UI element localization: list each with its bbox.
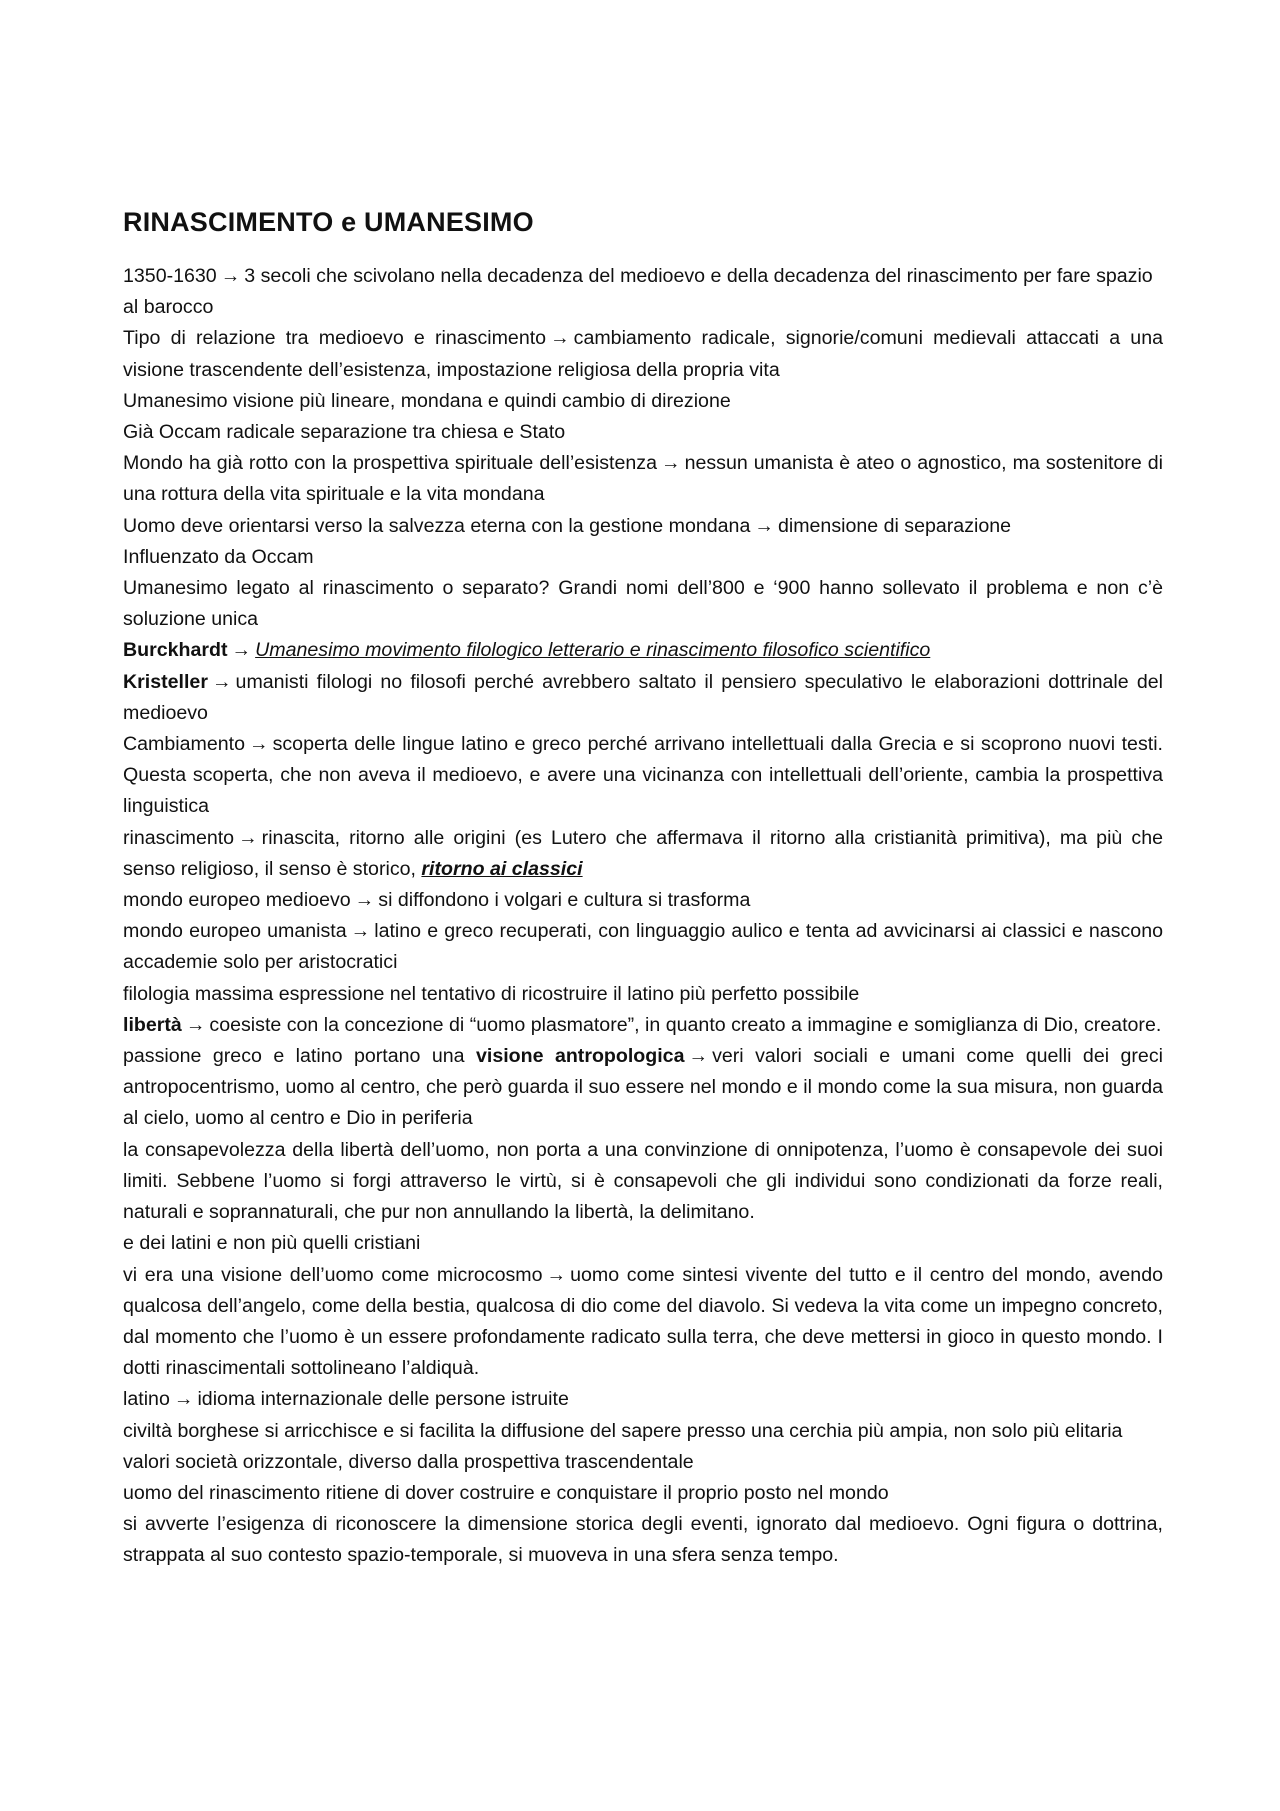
paragraph-occam: Già Occam radicale separazione tra chiesa e Stato xyxy=(123,421,566,444)
paragraph-rinascimento xyxy=(123,823,1163,885)
name-kristeller: Kristeller xyxy=(123,670,208,693)
emphasis-text: ritorno ai classici xyxy=(421,857,583,880)
text: cambiamento radicale, signorie/comuni medievali attaccati a una visione trascendente dell’esistenza, impostazione religiosa della propria vita xyxy=(123,327,1163,381)
paragraph-posto: uomo del rinascimento ritiene di dover costruire e conquistare il proprio posto nel mondo xyxy=(123,1481,889,1504)
arrow-icon: → xyxy=(185,1013,206,1036)
arrow-icon: → xyxy=(688,1045,709,1068)
text: latino e greco recuperati, con linguaggio aulico e tenta ad avvicinarsi ai classici e nascono accademie solo per aristocratici xyxy=(123,920,1163,974)
text: passione greco e latino portano una xyxy=(123,1045,465,1068)
text: idioma internazionale delle persone istruite xyxy=(197,1388,569,1411)
arrow-icon: → xyxy=(660,452,681,475)
arrow-icon: → xyxy=(550,327,570,350)
text: Tipo di relazione tra medioevo e rinascimento xyxy=(123,327,547,350)
text: 3 secoli che scivolano nella decadenza del medioevo e della decadenza del rinascimento per fare spazio al barocco xyxy=(123,265,1153,319)
arrow-icon: → xyxy=(211,670,232,693)
paragraph-dates xyxy=(123,261,1163,323)
text: scoperta delle lingue latino e greco perché arrivano intellettuali dalla Grecia e si scoprono nuovi testi. Questa scoperta, che non aveva il medioevo, e avere una vicinanza con intellettuali dell’oriente, cambia la prospettiva linguistica xyxy=(123,733,1163,818)
document-title: RINASCIMENTO e UMANESIMO xyxy=(123,207,534,237)
arrow-icon: → xyxy=(354,889,375,912)
paragraph-antropologica xyxy=(123,1041,1163,1135)
document-page xyxy=(123,203,1163,1572)
text: si diffondono i volgari e cultura si trasforma xyxy=(378,889,751,912)
paragraph-civilta: civiltà borghese si arricchisce e si facilita la diffusione del sapere presso una cerchia più ampia, non solo più elitaria xyxy=(123,1419,1123,1442)
text: rinascita, ritorno alle origini (es Lutero che affermava il ritorno alla cristianità primitiva), ma più che senso religioso, il senso è storico, xyxy=(123,826,1163,880)
paragraph-cambiamento xyxy=(123,729,1163,823)
text: vi era una visione dell’uomo come microcosmo xyxy=(123,1263,543,1286)
paragraph-burckhardt xyxy=(123,635,1163,666)
text: 1350-1630 xyxy=(123,265,217,287)
keyword-liberta: libertà xyxy=(123,1013,182,1036)
keyword-visione: visione antropologica xyxy=(475,1045,685,1068)
arrow-icon: → xyxy=(248,733,269,756)
arrow-icon: → xyxy=(546,1263,567,1286)
arrow-icon: → xyxy=(350,920,371,943)
paragraph-mondo xyxy=(123,448,1163,510)
arrow-icon: → xyxy=(231,639,252,662)
text: mondo europeo medioevo xyxy=(123,889,351,912)
text: rinascimento xyxy=(123,826,235,849)
text: nessun umanista è ateo o agnostico, ma sostenitore di una rottura della vita spirituale e la vita mondana xyxy=(123,452,1163,506)
paragraph-microcosmo xyxy=(123,1260,1163,1385)
emphasis-text: Umanesimo movimento filologico letterario e rinascimento filosofico scientifico xyxy=(255,639,931,662)
text: umanisti filologi no filosofi perché avrebbero saltato il pensiero speculativo le elaborazioni dottrinale del medioevo xyxy=(123,670,1163,724)
paragraph-liberta xyxy=(123,1010,1163,1041)
text: latino xyxy=(123,1388,170,1411)
paragraph-relation xyxy=(123,323,1163,385)
paragraph-valori: valori società orizzontale, diverso dalla prospettiva trascendentale xyxy=(123,1450,694,1473)
document-body xyxy=(123,261,1163,1572)
arrow-icon: → xyxy=(754,514,774,537)
paragraph-latino xyxy=(123,1384,1163,1415)
arrow-icon: → xyxy=(238,826,258,849)
text: uomo come sintesi vivente del tutto e il centro del mondo, avendo qualcosa dell’angelo, come della bestia, qualcosa di dio come del diavolo. Si vedeva la vita come un impegno concreto, dal momento che l’uomo è un essere profondamente radicato sulla terra, che deve mettersi in gioco in questo mondo. I dotti rinascimentali sottolineano l’aldiquà. xyxy=(123,1263,1164,1380)
paragraph-kristeller xyxy=(123,667,1163,729)
text: coesiste con la concezione di “uomo plasmatore”, in quanto creato a immagine e somiglianza di Dio, creatore. xyxy=(209,1013,1162,1036)
paragraph-filologia: filologia massima espressione nel tentativo di ricostruire il latino più perfetto possibile xyxy=(123,982,860,1005)
paragraph-latini: e dei latini e non più quelli cristiani xyxy=(123,1232,421,1255)
paragraph-legato: Umanesimo legato al rinascimento o separato? Grandi nomi dell’800 e ‘900 hanno sollevato il problema e non c’è soluzione unica xyxy=(123,577,1163,631)
paragraph-umanesimo: Umanesimo visione più lineare, mondana e quindi cambio di direzione xyxy=(123,389,731,412)
text: Cambiamento xyxy=(123,733,245,756)
paragraph-consapevolezza: la consapevolezza della libertà dell’uomo, non porta a una convinzione di onnipotenza, l’uomo è consapevole dei suoi limiti. Sebbene l’uomo si forgi attraverso le virtù, si è consapevoli che gli individui sono condizionati da forze reali, naturali e soprannaturali, che pur non annullando la libertà, la delimitano. xyxy=(123,1138,1163,1224)
arrow-icon: → xyxy=(173,1388,194,1411)
arrow-icon: → xyxy=(220,265,241,287)
paragraph-uomo xyxy=(123,511,1163,542)
paragraph-storica: si avverte l’esigenza di riconoscere la dimensione storica degli eventi, ignorato dal medioevo. Ogni figura o dottrina, strappata al suo contesto spazio-temporale, si muoveva in una sfera senza tempo. xyxy=(123,1513,1163,1567)
text: Uomo deve orientarsi verso la salvezza eterna con la gestione mondana xyxy=(123,514,751,537)
paragraph-influenzato: Influenzato da Occam xyxy=(123,545,314,568)
paragraph-umanista xyxy=(123,916,1163,978)
text: veri valori sociali e umani come quelli dei greci antropocentrismo, uomo al centro, che però guarda il suo essere nel mondo e il mondo come la sua misura, non guarda al cielo, uomo al centro e Dio in periferia xyxy=(123,1045,1163,1130)
name-burckhardt: Burckhardt xyxy=(123,639,228,662)
paragraph-medioevo xyxy=(123,885,1163,916)
text: dimensione di separazione xyxy=(777,514,1012,537)
text: Mondo ha già rotto con la prospettiva spirituale dell’esistenza xyxy=(123,452,657,475)
text: mondo europeo umanista xyxy=(123,920,347,943)
